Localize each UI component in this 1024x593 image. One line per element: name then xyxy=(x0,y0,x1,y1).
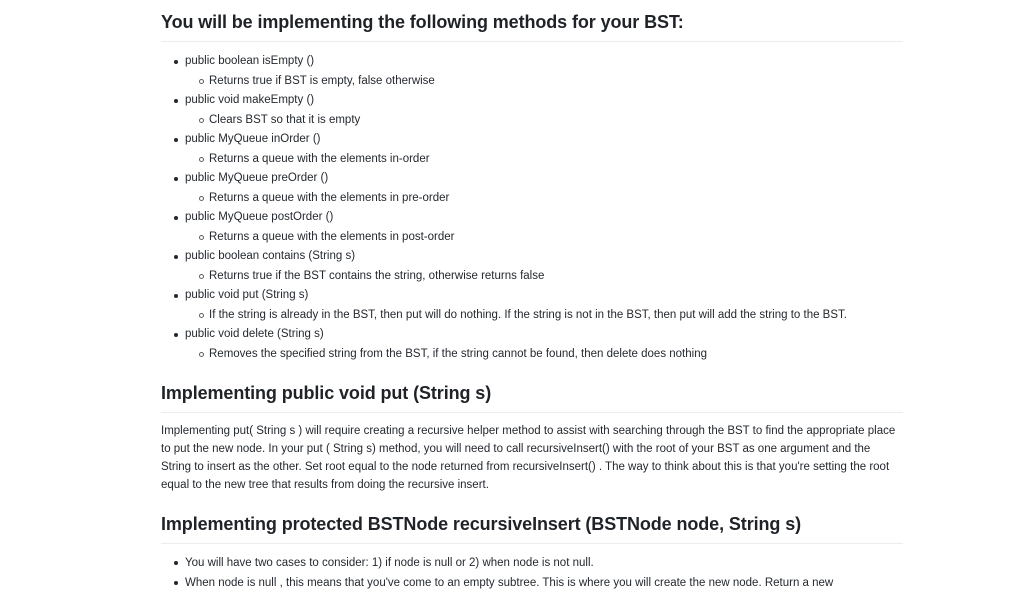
method-signature: public void makeEmpty () xyxy=(185,91,903,111)
method-item xyxy=(161,130,903,169)
method-description: Returns a queue with the elements in-order xyxy=(185,150,903,170)
method-item xyxy=(161,208,903,247)
put-paragraph: Implementing put( String s ) will require creating a recursive helper method to assist with searching through the BST to find the appropriate place to put the new node. In your put ( String s) method, you will need to call recursiveInsert() with the root of your BST as one argument and the String to insert as the other. Set root equal to the node returned from recursiveInsert() . The way to think about this is that you're setting the root equal to the new tree that results from doing the recursive insert. xyxy=(161,425,896,491)
method-description: Returns a queue with the elements in post-order xyxy=(185,228,903,248)
method-signature: public boolean isEmpty () xyxy=(185,52,903,72)
method-item xyxy=(161,91,903,130)
method-signature: public MyQueue postOrder () xyxy=(185,208,903,228)
method-item xyxy=(161,247,903,286)
method-item xyxy=(161,286,903,325)
method-description: Returns a queue with the elements in pre-order xyxy=(185,189,903,209)
method-item xyxy=(161,325,903,364)
method-item xyxy=(161,169,903,208)
method-item xyxy=(161,52,903,91)
method-signature: public MyQueue inOrder () xyxy=(185,130,903,150)
method-description: Returns true if BST is empty, false otherwise xyxy=(185,72,903,92)
method-signature: public boolean contains (String s) xyxy=(185,247,903,267)
methods-heading: You will be implementing the following methods for your BST: xyxy=(161,12,903,42)
method-description: Clears BST so that it is empty xyxy=(185,111,903,131)
method-description: Returns true if the BST contains the string, otherwise returns false xyxy=(185,267,903,287)
recursive-insert-heading: Implementing protected BSTNode recursiveInsert (BSTNode node, String s) xyxy=(161,514,903,544)
method-signature: public void put (String s) xyxy=(185,286,903,306)
method-signature: public void delete (String s) xyxy=(185,325,903,345)
case-item: You will have two cases to consider: 1) if node is null or 2) when node is not null. xyxy=(161,553,903,573)
method-signature: public MyQueue preOrder () xyxy=(185,169,903,189)
case-item: When node is null , this means that you've come to an empty subtree. This is where you will create the new node. Return a new xyxy=(161,573,903,593)
methods-list xyxy=(161,52,903,364)
method-description: If the string is already in the BST, then put will do nothing. If the string is not in the BST, then put will add the string to the BST. xyxy=(185,306,903,326)
cases-list xyxy=(161,553,903,593)
put-heading: Implementing public void put (String s) xyxy=(161,383,903,413)
method-description: Removes the specified string from the BST, if the string cannot be found, then delete does nothing xyxy=(185,345,903,365)
